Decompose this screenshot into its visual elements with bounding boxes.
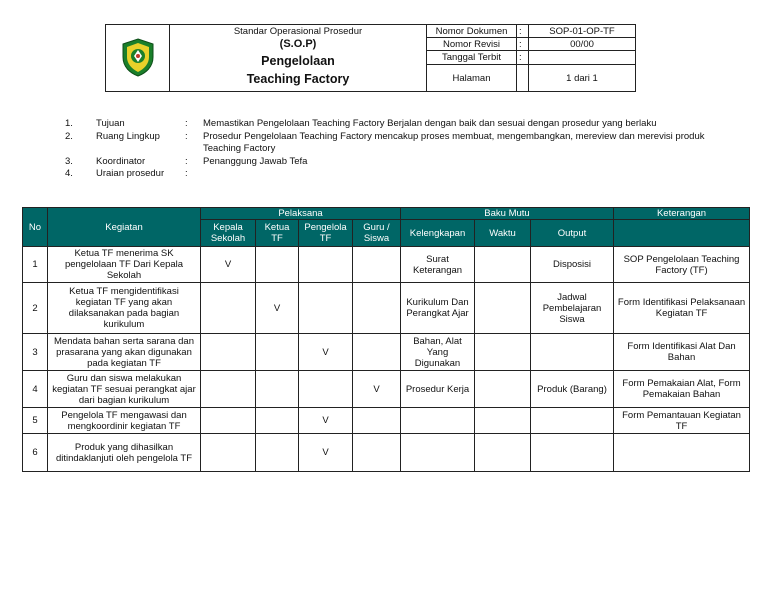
- logo-cell: [106, 25, 170, 92]
- cell-output: [531, 434, 614, 472]
- col-header-kepala: Kepala Sekolah: [201, 220, 256, 247]
- meta-value: SOP-01-OP-TF: [529, 25, 636, 38]
- cell-guru: [353, 408, 401, 434]
- cell-waktu: [475, 371, 531, 408]
- cell-output: [531, 334, 614, 371]
- intro-colon: :: [185, 155, 188, 167]
- col-header-no: No: [23, 208, 48, 247]
- table-row: [23, 408, 750, 434]
- sop-title-line4: Teaching Factory: [246, 72, 350, 87]
- cell-no: 5: [23, 408, 48, 434]
- table-row: [23, 334, 750, 371]
- cell-no: 2: [23, 283, 48, 334]
- intro-item: [65, 131, 705, 156]
- cell-pengelola: V: [299, 408, 353, 434]
- cell-kepala: [201, 334, 256, 371]
- cell-kelengkapan: Surat Keterangan: [401, 247, 475, 283]
- cell-output: Disposisi: [531, 247, 614, 283]
- intro-text: Prosedur Pengelolaan Teaching Factory mencakup proses membuat, mengembangkan, mereview dan merevisi produk Teaching Factory: [203, 130, 705, 154]
- intro-colon: :: [185, 118, 188, 129]
- table-row: [23, 283, 750, 334]
- table-row: [23, 371, 750, 408]
- cell-keterangan: Form Identifikasi Alat Dan Bahan: [614, 334, 750, 371]
- cell-waktu: [475, 334, 531, 371]
- col-header-waktu: Waktu: [475, 220, 531, 247]
- cell-pengelola: V: [299, 334, 353, 371]
- cell-kegiatan: Pengelola TF mengawasi dan mengkoordinir kegiatan TF: [48, 408, 201, 434]
- cell-ketua: [256, 371, 299, 408]
- cell-kepala: V: [201, 247, 256, 283]
- intro-item: [65, 168, 705, 181]
- cell-keterangan: [614, 434, 750, 472]
- cell-waktu: [475, 283, 531, 334]
- cell-no: 6: [23, 434, 48, 472]
- cell-output: [531, 408, 614, 434]
- col-header-kegiatan: Kegiatan: [48, 208, 201, 247]
- intro-text: Memastikan Pengelolaan Teaching Factory Berjalan dengan baik dan sesuai dengan prosedur yang berlaku: [203, 118, 657, 129]
- intro-colon: :: [185, 168, 188, 179]
- sop-title-line3: Pengelolaan: [261, 53, 335, 68]
- col-header-pengelola: Pengelola TF: [299, 220, 353, 247]
- cell-guru: V: [353, 371, 401, 408]
- cell-keterangan: SOP Pengelolaan Teaching Factory (TF): [614, 247, 750, 283]
- meta-label: Nomor Dokumen: [427, 25, 517, 38]
- cell-ketua: [256, 408, 299, 434]
- cell-kelengkapan: Prosedur Kerja: [401, 371, 475, 408]
- procedure-table: [22, 207, 750, 472]
- cell-guru: [353, 434, 401, 472]
- sop-title-line1: Standar Operasional Prosedur: [233, 26, 363, 37]
- intro-text: [203, 168, 705, 181]
- intro-number: 2.: [65, 130, 73, 142]
- cell-kepala: [201, 434, 256, 472]
- cell-kegiatan: Produk yang dihasilkan ditindaklanjuti oleh pengelola TF: [48, 434, 201, 472]
- cell-kegiatan: Ketua TF mengidentifikasi kegiatan TF yang akan dilaksanakan pada bagian kurikulum: [48, 283, 201, 334]
- table-row: [23, 434, 750, 472]
- cell-keterangan: Form Pemantauan Kegiatan TF: [614, 408, 750, 434]
- intro-label: Uraian prosedur: [96, 168, 165, 179]
- intro-label: Ruang Lingkup: [96, 130, 160, 142]
- col-header-keterangan-blank: [614, 220, 750, 247]
- cell-kegiatan: Guru dan siswa melakukan kegiatan TF sesuai perangkat ajar dari bagian kurikulum: [48, 371, 201, 408]
- cell-kelengkapan: Kurikulum Dan Perangkat Ajar: [401, 283, 475, 334]
- cell-keterangan: Form Pemakaian Alat, Form Pemakaian Bahan: [614, 371, 750, 408]
- cell-kegiatan: Ketua TF menerima SK pengelolaan TF Dari Kepala Sekolah: [48, 247, 201, 283]
- cell-output: Jadwal Pembelajaran Siswa: [531, 283, 614, 334]
- cell-guru: [353, 334, 401, 371]
- cell-ketua: [256, 434, 299, 472]
- cell-guru: [353, 283, 401, 334]
- cell-pengelola: [299, 283, 353, 334]
- col-header-ketua: Ketua TF: [256, 220, 299, 247]
- meta-colon: [517, 65, 529, 92]
- meta-label: Nomor Revisi: [427, 38, 517, 51]
- meta-colon: :: [517, 38, 529, 51]
- meta-value: [529, 51, 636, 65]
- intro-number: 1.: [65, 118, 73, 129]
- cell-kepala: [201, 283, 256, 334]
- cell-keterangan: Form Identifikasi Pelaksanaan Kegiatan TF: [614, 283, 750, 334]
- cell-ketua: [256, 334, 299, 371]
- meta-label: Tanggal Terbit: [427, 51, 517, 65]
- meta-colon: :: [517, 51, 529, 65]
- meta-label: Halaman: [427, 65, 517, 92]
- meta-value: 00/00: [529, 38, 636, 51]
- document-header: [105, 24, 636, 92]
- intro-number: 3.: [65, 155, 73, 167]
- intro-text: Penanggung Jawab Tefa: [203, 155, 308, 167]
- intro-number: 4.: [65, 168, 73, 179]
- sop-title-line2: (S.O.P): [279, 37, 317, 50]
- meta-value: 1 dari 1: [529, 65, 636, 92]
- cell-waktu: [475, 408, 531, 434]
- intro-item: [65, 118, 705, 131]
- cell-waktu: [475, 247, 531, 283]
- cell-kepala: [201, 408, 256, 434]
- cell-kepala: [201, 371, 256, 408]
- intro-item: [65, 156, 705, 169]
- col-header-pelaksana: Pelaksana: [201, 208, 401, 220]
- cell-waktu: [475, 434, 531, 472]
- col-header-keterangan: Keterangan: [614, 208, 750, 220]
- cell-pengelola: [299, 247, 353, 283]
- cell-ketua: [256, 247, 299, 283]
- cell-kelengkapan: [401, 434, 475, 472]
- cell-kelengkapan: [401, 408, 475, 434]
- intro-list: [65, 118, 705, 181]
- cell-pengelola: [299, 371, 353, 408]
- col-header-output: Output: [531, 220, 614, 247]
- meta-colon: :: [517, 25, 529, 38]
- cell-no: 4: [23, 371, 48, 408]
- cell-ketua: V: [256, 283, 299, 334]
- col-header-guru: Guru / Siswa: [353, 220, 401, 247]
- cell-kelengkapan: Bahan, Alat Yang Digunakan: [401, 334, 475, 371]
- col-header-kelengkapan: Kelengkapan: [401, 220, 475, 247]
- table-row: [23, 247, 750, 283]
- col-header-baku-mutu: Baku Mutu: [401, 208, 614, 220]
- cell-guru: [353, 247, 401, 283]
- cell-no: 1: [23, 247, 48, 283]
- cell-output: Produk (Barang): [531, 371, 614, 408]
- title-cell: [170, 25, 427, 92]
- intro-colon: :: [185, 130, 188, 142]
- school-logo-icon: [119, 37, 157, 77]
- intro-label: Tujuan: [96, 118, 125, 129]
- cell-no: 3: [23, 334, 48, 371]
- intro-label: Koordinator: [96, 155, 146, 167]
- cell-pengelola: V: [299, 434, 353, 472]
- cell-kegiatan: Mendata bahan serta sarana dan prasarana yang akan digunakan pada kegiatan TF: [48, 334, 201, 371]
